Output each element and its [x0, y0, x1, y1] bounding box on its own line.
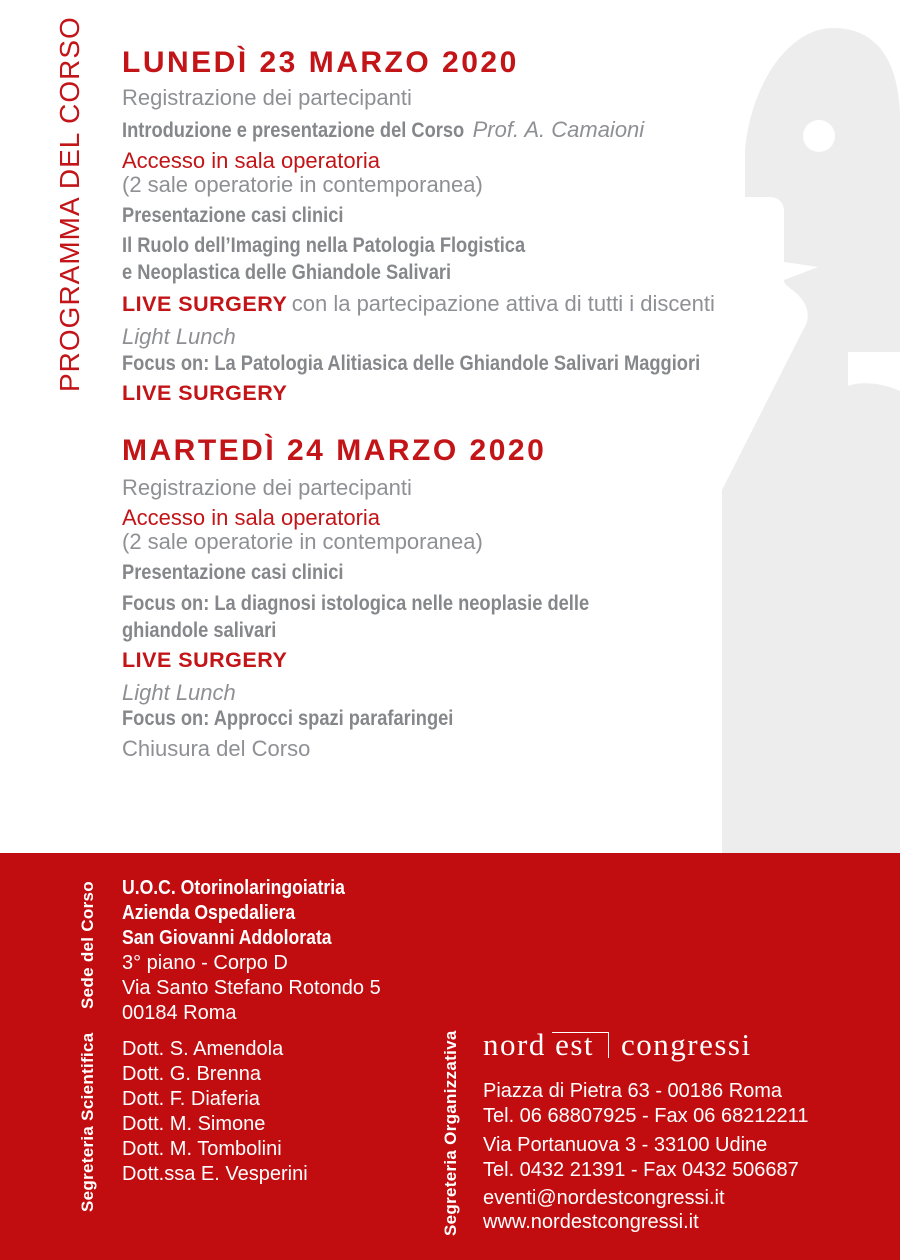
day1-clinical-cases: Presentazione casi clinici	[122, 203, 344, 227]
venue-line: San Giovanni Addolorata	[122, 927, 332, 949]
day1-introduction	[122, 118, 644, 143]
doctor-line: Dott. M. Tombolini	[122, 1138, 282, 1160]
org-address-line: Piazza di Pietra 63 - 00186 Roma	[483, 1080, 783, 1102]
venue-line: 00184 Roma	[122, 1002, 237, 1024]
doctor-line: Dott. M. Simone	[122, 1113, 266, 1135]
day2-clinical-cases: Presentazione casi clinici	[122, 560, 344, 584]
logo-text-congressi: congressi	[621, 1027, 752, 1062]
day2-registration: Registrazione dei partecipanti	[122, 475, 412, 500]
day2-light-lunch: Light Lunch	[122, 680, 236, 705]
venue-vertical-label: Sede del Corso	[78, 881, 97, 1009]
day2-or-access: Accesso in sala operatoria	[122, 505, 381, 530]
nordest-congressi-logo	[483, 1027, 752, 1063]
day2-live-surgery: LIVE SURGERY	[122, 648, 288, 672]
day1-introduction-title: Introduzione e presentazione del Corso	[122, 118, 465, 142]
org-email: eventi@nordestcongressi.it	[483, 1187, 725, 1209]
organizing-secretariat-vertical-label: Segreteria Organizzativa	[441, 1030, 460, 1236]
org-phone-line: Tel. 06 68807925 - Fax 06 68212211	[483, 1105, 809, 1127]
day1-title: LUNEDÌ 23 MARZO 2020	[122, 46, 519, 79]
doctor-line: Dott. G. Brenna	[122, 1063, 261, 1085]
org-website: www.nordestcongressi.it	[483, 1211, 699, 1233]
venue-line: 3° piano - Corpo D	[122, 952, 288, 974]
day2-or-access-note: (2 sale operatorie in contemporanea)	[122, 529, 483, 554]
day2-focus2: Focus on: Approcci spazi parafaringei	[122, 706, 454, 730]
footer-band	[0, 853, 900, 1260]
day1-live-surgery	[122, 292, 715, 317]
day2-closing: Chiusura del Corso	[122, 736, 311, 761]
day1-live-surgery-2: LIVE SURGERY	[122, 381, 288, 405]
day1-registration: Registrazione dei partecipanti	[122, 85, 412, 110]
doctor-line: Dott. S. Amendola	[122, 1038, 284, 1060]
day1-focus: Focus on: La Patologia Alitiasica delle Ghiandole Salivari Maggiori	[122, 351, 701, 375]
day1-imaging-line1: Il Ruolo dell’Imaging nella Patologia Flogistica	[122, 233, 526, 257]
day1-light-lunch: Light Lunch	[122, 324, 236, 349]
doctor-line: Dott.ssa E. Vesperini	[122, 1163, 308, 1185]
logo-text-nordest: nord est	[483, 1027, 595, 1062]
logo-bracket-mark	[552, 1032, 609, 1058]
day2-title: MARTEDÌ 24 MARZO 2020	[122, 434, 547, 467]
day2-focus1-line2: ghiandole salivari	[122, 618, 277, 642]
scientific-secretariat-vertical-label: Segreteria Scientifica	[78, 1032, 97, 1212]
day1-or-access: Accesso in sala operatoria	[122, 148, 381, 173]
org-phone-line-2: Tel. 0432 21391 - Fax 0432 506687	[483, 1159, 799, 1181]
day1-imaging-line2: e Neoplastica delle Ghiandole Salivari	[122, 260, 452, 284]
day1-live-surgery-note: con la partecipazione attiva di tutti i discenti	[291, 291, 715, 316]
venue-line: Via Santo Stefano Rotondo 5	[122, 977, 381, 999]
org-address-line-2: Via Portanuova 3 - 33100 Udine	[483, 1134, 768, 1156]
venue-line: U.O.C. Otorinolaringoiatria	[122, 877, 345, 899]
day1-live-surgery-label: LIVE SURGERY	[122, 292, 288, 316]
venue-line: Azienda Ospedaliera	[122, 902, 296, 924]
day1-or-access-note: (2 sale operatorie in contemporanea)	[122, 172, 483, 197]
program-vertical-label: PROGRAMMA DEL CORSO	[54, 16, 85, 392]
day2-focus1-line1: Focus on: La diagnosi istologica nelle neoplasie delle	[122, 591, 590, 615]
doctor-line: Dott. F. Diaferia	[122, 1088, 260, 1110]
day1-introduction-speaker: Prof. A. Camaioni	[472, 117, 645, 142]
